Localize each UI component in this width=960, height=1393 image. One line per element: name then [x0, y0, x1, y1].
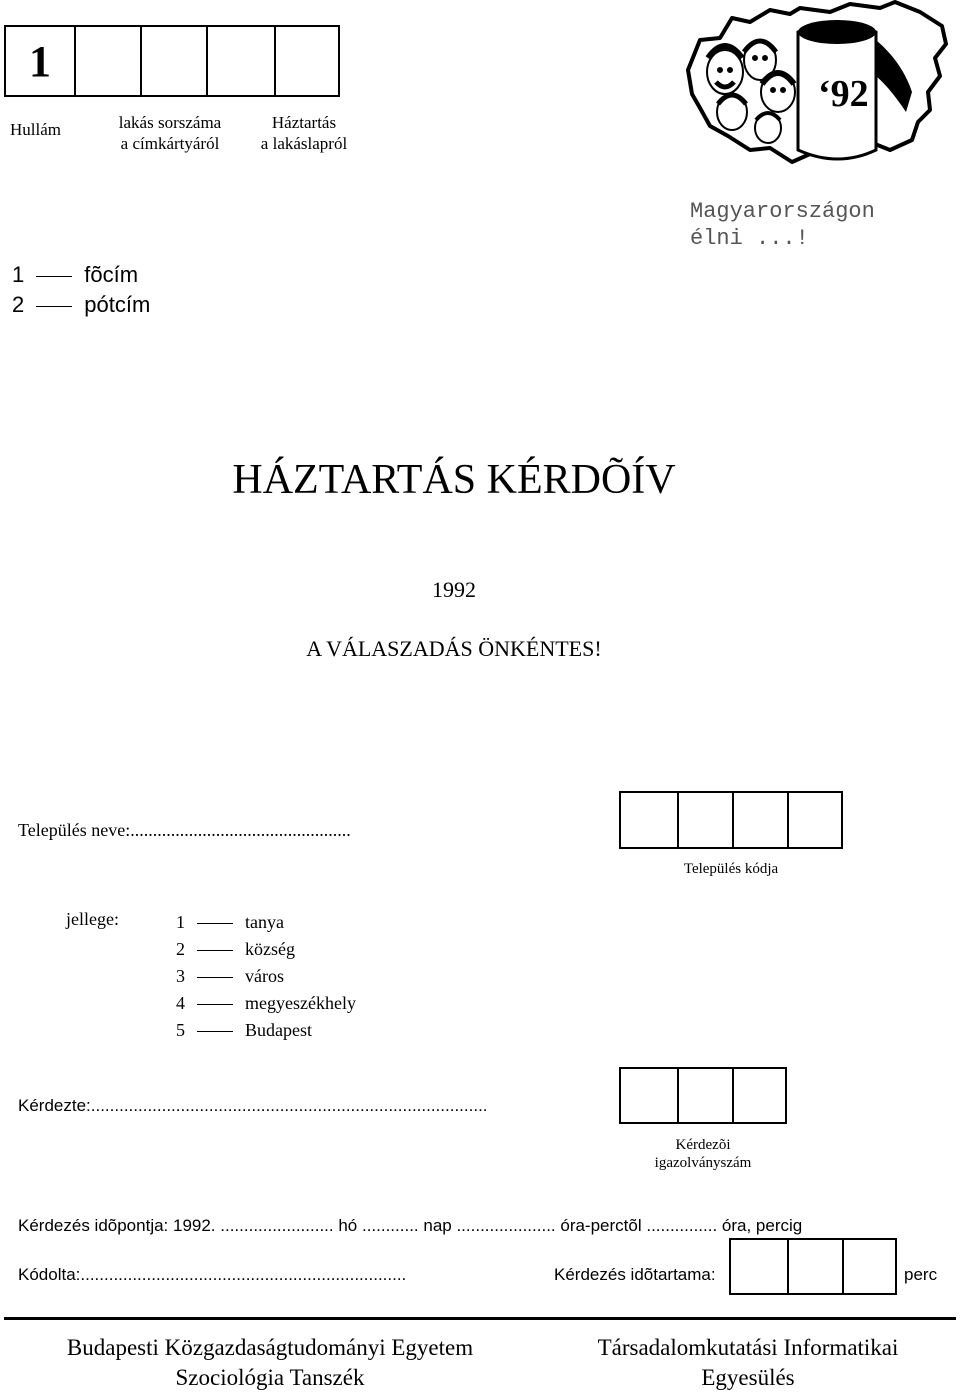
- settlement-code-box-2[interactable]: [677, 793, 732, 847]
- logo-slogan: Magyarországon élni ...!: [690, 199, 875, 251]
- footer-association: Társadalomkutatási Informatikai Egyesülés: [597, 1335, 899, 1390]
- wave-value: 1: [29, 36, 51, 86]
- settlement-type-option[interactable]: 3 város: [176, 966, 284, 986]
- survey-year: 1992: [432, 577, 476, 602]
- settlement-name-field[interactable]: Település neve:.................................................: [18, 820, 351, 840]
- interviewer-id-boxes: [619, 1067, 787, 1124]
- settlement-type-option[interactable]: 5 Budapest: [176, 1020, 312, 1040]
- interviewer-id-box-2[interactable]: [677, 1069, 732, 1122]
- page-title: HÁZTARTÁS KÉRDÕÍV: [232, 457, 676, 503]
- option-dash: [197, 1004, 233, 1005]
- settlement-type-options: [176, 909, 356, 1044]
- settlement-code-boxes: [619, 791, 843, 849]
- interviewer-id-label: Kérdezõi igazolványszám: [654, 1137, 752, 1171]
- duration-box-2[interactable]: [787, 1240, 842, 1293]
- option-dash: [36, 276, 72, 277]
- settlement-type-option[interactable]: 1 tanya: [176, 912, 284, 932]
- flat-number-label: lakás sorszáma a címkártyáról: [118, 113, 222, 153]
- interviewer-name-field[interactable]: Kérdezte:....................................................................................: [18, 1096, 488, 1115]
- duration-box-1[interactable]: [731, 1240, 787, 1293]
- duration-box-3[interactable]: [842, 1240, 895, 1293]
- flat-number-box-2[interactable]: [140, 27, 206, 95]
- interviewer-id-box-1[interactable]: [621, 1069, 677, 1122]
- settlement-code-box-4[interactable]: [787, 793, 841, 847]
- footer-divider: [4, 1317, 956, 1320]
- household-label: Háztartás a lakáslapról: [260, 113, 348, 153]
- settlement-type-option[interactable]: 4 megyeszékhely: [176, 993, 356, 1013]
- address-option-main[interactable]: 1 fõcím: [12, 262, 139, 287]
- option-dash: [197, 977, 233, 978]
- settlement-code-label: Település kódja: [683, 861, 779, 877]
- address-option-secondary[interactable]: 2 pótcím: [12, 292, 151, 317]
- wave-label: Hullám: [10, 120, 61, 139]
- duration-boxes: [729, 1238, 897, 1295]
- logo-year-mark: ‘92: [818, 73, 869, 115]
- duration-label: Kérdezés idõtartama:: [554, 1265, 716, 1284]
- settlement-code-box-1[interactable]: [621, 793, 677, 847]
- flat-number-box-1[interactable]: [74, 27, 140, 95]
- interview-time-field[interactable]: Kérdezés idõpontja: 1992. ........................ hó ............ nap ..................... óra-perctõl ............... óra, percig: [18, 1216, 803, 1235]
- wave-box[interactable]: [6, 27, 74, 95]
- coded-by-field[interactable]: Kódolta:.....................................................................: [18, 1265, 407, 1284]
- interviewer-id-box-3[interactable]: [732, 1069, 785, 1122]
- voluntary-notice: A VÁLASZADÁS ÖNKÉNTES!: [306, 636, 602, 661]
- duration-unit: perc: [904, 1265, 938, 1284]
- option-dash: [197, 923, 233, 924]
- settlement-code-box-3[interactable]: [732, 793, 787, 847]
- option-dash: [197, 1031, 233, 1032]
- option-dash: [36, 306, 72, 307]
- survey-logo: [680, 0, 955, 170]
- footer-university: Budapesti Közgazdaságtudományi Egyetem Szociológia Tanszék: [66, 1335, 474, 1390]
- option-dash: [197, 950, 233, 951]
- household-box-2[interactable]: [274, 27, 338, 95]
- household-box-1[interactable]: [206, 27, 274, 95]
- settlement-type-option[interactable]: 2 község: [176, 939, 295, 959]
- wave-household-code-boxes: [4, 25, 340, 97]
- settlement-type-label: jellege:: [66, 909, 119, 929]
